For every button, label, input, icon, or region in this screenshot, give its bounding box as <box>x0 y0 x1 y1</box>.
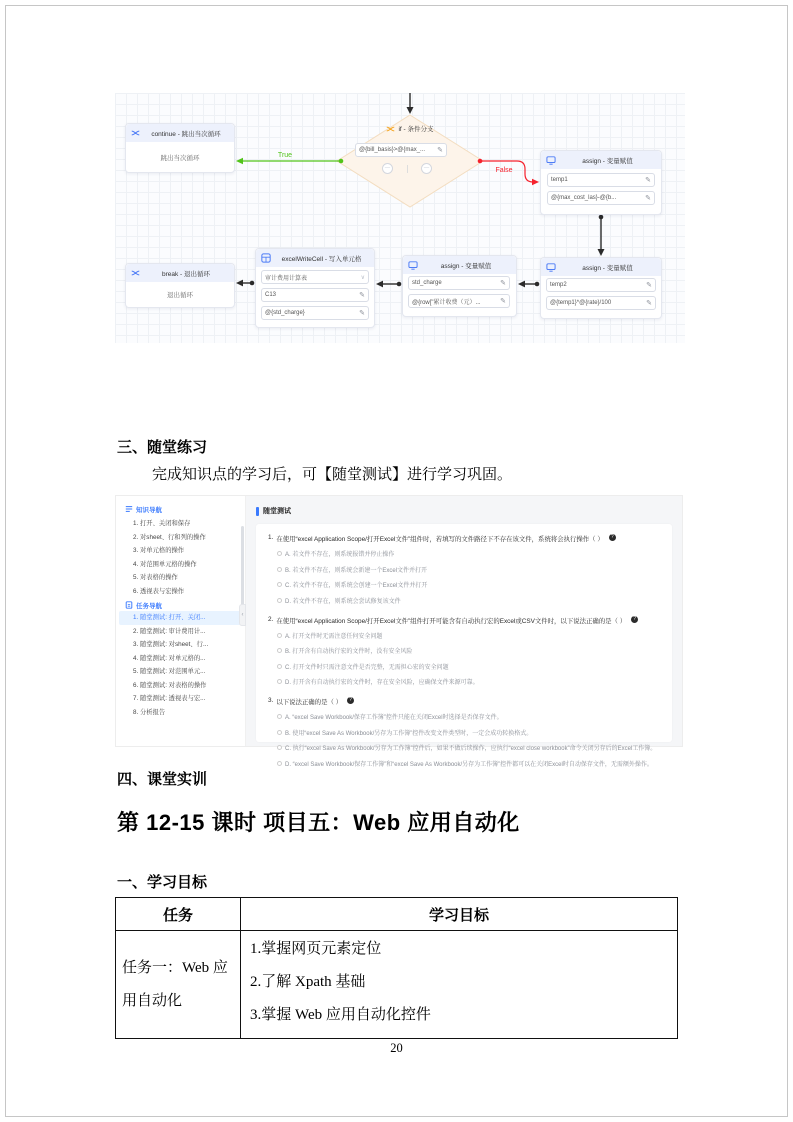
quiz-screenshot <box>115 495 683 768</box>
assign-value-field[interactable]: @{temp1}*@{rate}/100 ✎ <box>546 296 656 310</box>
quiz-question <box>268 616 660 687</box>
edit-icon[interactable]: ✎ <box>645 195 651 202</box>
objectives-table <box>115 897 678 1039</box>
assign-target-field[interactable]: temp2 ✎ <box>546 278 656 292</box>
radio-icon <box>277 664 282 669</box>
assign-target-field[interactable]: std_charge ✎ <box>408 276 510 290</box>
help-icon[interactable]: ? <box>631 616 638 623</box>
sidebar-scrollbar[interactable] <box>241 526 244 606</box>
quiz-option[interactable]: A. 若文件不存在，则系统报错并停止操作 <box>277 549 660 558</box>
question-text: 在使用“excel Application Scope/打开Excel文件”组件打开可能含有自动执行宏的Excel或CSV文件时，以下说法正确的是（ ） <box>276 617 627 625</box>
sidebar-item[interactable]: 2. 对sheet、行和列的操作 <box>133 533 206 541</box>
section3-paragraph: 完成知识点的学习后，可【随堂测试】进行学习巩固。 <box>152 467 513 483</box>
edit-icon[interactable]: ✎ <box>500 298 506 305</box>
radio-icon <box>277 730 282 735</box>
quiz-main <box>246 496 682 768</box>
quiz-option[interactable]: A. 打开文件时无需注意任何安全问题 <box>277 631 660 640</box>
lesson-title: 第 12-15 课时 项目五：Web 应用自动化 <box>117 810 520 835</box>
sidebar-item[interactable]: 5. 随堂测试: 对范围单元... <box>133 668 206 675</box>
quiz-option[interactable]: A. “excel Save Workbook/保存工作簿”控件只能在关闭Excel时选择是否保存文件。 <box>277 712 660 721</box>
edit-icon[interactable]: ✎ <box>359 310 365 317</box>
assign-target-field[interactable]: temp1 ✎ <box>547 173 655 187</box>
assign-value-field[interactable]: @{max_cost_las}-@{b... ✎ <box>547 191 655 205</box>
question-text: 在使用“excel Application Scope/打开Excel文件”组件时，若填写的文件路径下不存在该文件，系统将会执行操作（ ） <box>276 536 604 543</box>
assign-icon <box>546 263 556 272</box>
goals-cell <box>241 931 678 1039</box>
question-text: 以下说法正确的是（ ） <box>276 699 343 706</box>
quiz-question <box>268 697 660 768</box>
goal-item: 1.掌握网页元素定位 <box>250 941 382 957</box>
value-field[interactable]: @{std_charge} ✎ <box>261 306 369 320</box>
sidebar-item[interactable]: 1. 打开、关闭和保存 <box>133 520 191 527</box>
excel-icon <box>261 253 271 263</box>
collapse-branch-button[interactable]: － <box>384 165 391 172</box>
assign-icon <box>408 261 418 270</box>
question-number: 2. <box>268 615 274 623</box>
radio-icon <box>277 633 282 638</box>
collapse-branch-button[interactable]: － <box>423 165 430 172</box>
col-header-goals: 学习目标 <box>241 898 678 931</box>
node-title: if - 条件分支 <box>398 126 434 133</box>
list-icon <box>125 505 133 513</box>
radio-icon <box>277 714 282 719</box>
quiz-option[interactable]: B. 使用“excel Save As Workbook/另存为工作簿”控件改变文件类型时，一定会成功转换格式。 <box>277 728 660 737</box>
node-body-text: 退出循环 <box>167 292 193 299</box>
task-cell: 任务一：Web 应用自动化 <box>116 931 241 1039</box>
edit-icon[interactable]: ✎ <box>500 280 506 287</box>
sidebar-item[interactable]: 3. 随堂测试: 对sheet、行... <box>133 641 209 648</box>
question-number: 3. <box>268 697 274 704</box>
edit-icon[interactable]: ✎ <box>645 177 651 184</box>
edit-icon[interactable]: ✎ <box>359 292 365 299</box>
cell-field[interactable]: C13 ✎ <box>261 288 369 302</box>
quiz-option[interactable]: B. 打开含有自动执行宏的文件时，没有安全风险 <box>277 646 660 655</box>
sidebar-item[interactable]: 7. 随堂测试: 透视表与宏... <box>133 695 206 702</box>
sidebar-item[interactable]: 8. 分析报告 <box>133 708 166 716</box>
sidebar-item[interactable]: 3. 对单元格的操作 <box>133 547 185 554</box>
quiz-option[interactable]: C. 执行“excel Save As Workbook/另存为工作簿”控件后，如果不做后续操作，应执行“excel close workbook”命令关闭另存后的Excel工作簿。 <box>277 743 660 752</box>
radio-icon <box>277 551 282 556</box>
workflow-diagram <box>115 93 685 343</box>
sidebar-item[interactable]: 5. 对表格的操作 <box>133 574 178 581</box>
false-branch-label: False <box>495 167 513 174</box>
section3-heading: 三、随堂练习 <box>117 439 208 456</box>
sheet-select[interactable]: 审计费用计算表 ∨ <box>261 270 369 284</box>
radio-icon <box>277 582 282 587</box>
title-accent-bar <box>256 507 259 516</box>
sidebar-item[interactable]: 4. 对范围单元格的操作 <box>133 560 197 568</box>
task-icon <box>125 601 133 609</box>
radio-icon <box>277 761 282 766</box>
node-title: assign - 变量赋值 <box>582 157 633 165</box>
break-node[interactable] <box>125 263 235 308</box>
radio-icon <box>277 745 282 750</box>
goal-item: 3.掌握 Web 应用自动化控件 <box>250 1007 431 1023</box>
chevron-down-icon[interactable]: ∨ <box>360 274 365 281</box>
quiz-option[interactable]: C. 若文件不存在，则系统会创建一个Excel文件并打开 <box>277 580 660 589</box>
node-body-text: 跳出当次循环 <box>160 154 200 162</box>
node-title: break - 退出循环 <box>161 270 211 278</box>
knowledge-nav-title: 知识导航 <box>116 504 245 517</box>
if-node-title <box>360 124 460 133</box>
edit-icon[interactable]: ✎ <box>646 282 652 289</box>
edit-icon[interactable]: ✎ <box>437 147 443 154</box>
table-row <box>116 931 678 1039</box>
help-icon[interactable]: ? <box>609 534 616 541</box>
col-header-task: 任务 <box>116 898 241 931</box>
quiz-option[interactable]: C. 打开文件时只需注意文件是否完整，无需担心宏的安全问题 <box>277 662 660 671</box>
shuffle-icon <box>131 269 140 277</box>
goal-item: 2.了解 Xpath 基础 <box>250 974 366 990</box>
quiz-question <box>268 534 660 605</box>
continue-node[interactable] <box>125 123 235 173</box>
branch-icon <box>386 125 395 133</box>
edit-icon[interactable]: ✎ <box>646 300 652 307</box>
sidebar-item[interactable]: 6. 透视表与宏操作 <box>133 587 185 595</box>
quiz-option[interactable]: D. “excel Save Workbook/保存工作簿”和“excel Save As Workbook/另存为工作簿”控件都可以在关闭Excel时自动保存文件，无需额外操作。 <box>277 759 660 768</box>
node-title: continue - 跳出当次循环 <box>151 130 221 138</box>
sidebar-collapse-icon[interactable]: ‹ <box>239 604 246 626</box>
radio-icon <box>277 598 282 603</box>
branch-divider <box>407 165 408 173</box>
task-nav-title: 任务导航 <box>116 598 245 611</box>
sidebar-item[interactable]: 6. 随堂测试: 对表格的操作 <box>133 681 207 689</box>
quiz-option[interactable]: D. 打开含有自动执行宏的文件时，存在安全风险，应确保文件来源可靠。 <box>277 677 660 686</box>
objectives-heading: 一、学习目标 <box>117 874 208 891</box>
quiz-section-title: 随堂测试 <box>256 506 672 516</box>
if-condition-field[interactable]: @{bill_basis}>@{max_... ✎ <box>355 143 447 157</box>
node-title: excelWriteCell - 写入单元格 <box>281 255 362 263</box>
section4-heading: 四、课堂实训 <box>117 771 208 788</box>
sidebar-item[interactable]: 2. 随堂测试: 审计费用计... <box>133 627 206 635</box>
radio-icon <box>277 567 282 572</box>
node-title: assign - 变量赋值 <box>582 264 633 272</box>
radio-icon <box>277 679 282 684</box>
sidebar-item-selected[interactable]: 1. 随堂测试: 打开、关闭... <box>119 611 242 625</box>
node-title: assign - 变量赋值 <box>440 262 492 270</box>
page-number: 20 <box>390 1041 403 1055</box>
table-header-row <box>116 898 678 931</box>
quiz-option[interactable]: D. 若文件不存在，则系统会尝试修复该文件 <box>277 596 660 605</box>
assign-icon <box>546 156 556 165</box>
question-number: 1. <box>268 534 274 541</box>
shuffle-icon <box>131 129 140 137</box>
help-icon[interactable]: ? <box>347 697 354 704</box>
radio-icon <box>277 648 282 653</box>
true-branch-label: True <box>277 152 293 159</box>
quiz-sidebar <box>116 496 246 746</box>
quiz-option[interactable]: B. 若文件不存在，则系统会新建一个Excel文件并打开 <box>277 565 660 574</box>
quiz-card <box>256 524 672 768</box>
assign-value-field[interactable]: @{row["累计收费（元）... ✎ <box>408 294 510 308</box>
sidebar-item[interactable]: 4. 随堂测试: 对单元格的... <box>133 654 206 662</box>
